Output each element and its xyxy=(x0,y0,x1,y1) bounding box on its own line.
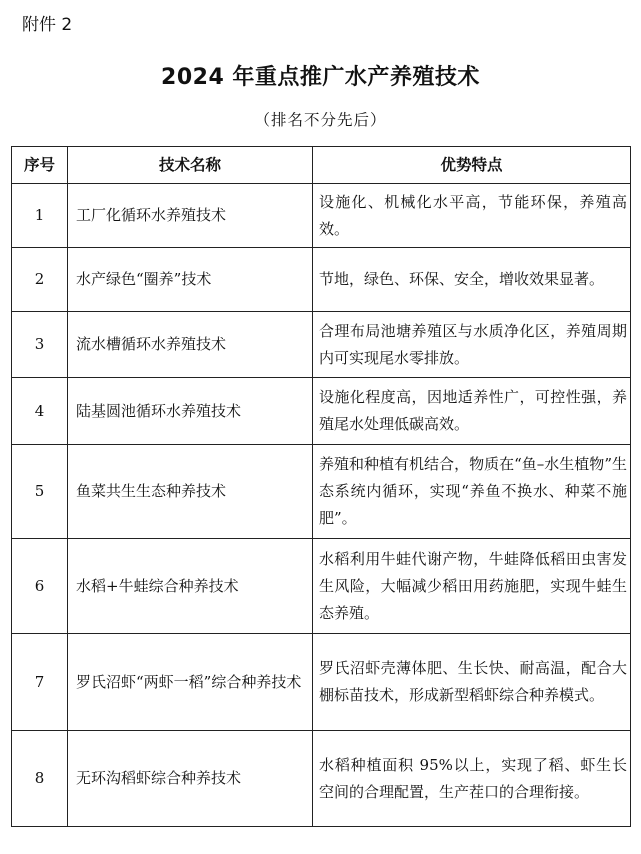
row-tech-name: 鱼菜共生生态种养技术 xyxy=(68,445,313,539)
table-row xyxy=(12,539,631,634)
header-advantages: 优势特点 xyxy=(313,147,631,184)
row-advantages: 水稻种植面积 95%以上，实现了稻、虾生长空间的合理配置，生产茬口的合理衔接。 xyxy=(313,731,631,827)
row-tech-name: 水产绿色“圈养”技术 xyxy=(68,248,313,312)
row-tech-name: 水稻+牛蛙综合种养技术 xyxy=(68,539,313,634)
row-tech-name: 工厂化循环水养殖技术 xyxy=(68,184,313,248)
row-serial: 1 xyxy=(12,184,68,248)
row-advantages: 合理布局池塘养殖区与水质净化区，养殖周期内可实现尾水零排放。 xyxy=(313,312,631,378)
row-serial: 4 xyxy=(12,378,68,445)
table-row xyxy=(12,248,631,312)
row-advantages: 设施化、机械化水平高，节能环保，养殖高效。 xyxy=(313,184,631,248)
row-serial: 3 xyxy=(12,312,68,378)
table-row xyxy=(12,312,631,378)
row-advantages: 节地，绿色、环保、安全，增收效果显著。 xyxy=(313,248,631,312)
table-row xyxy=(12,184,631,248)
row-tech-name: 陆基圆池循环水养殖技术 xyxy=(68,378,313,445)
row-tech-name: 流水槽循环水养殖技术 xyxy=(68,312,313,378)
attachment-label: 附件 2 xyxy=(22,15,73,35)
table-row xyxy=(12,445,631,539)
row-serial: 5 xyxy=(12,445,68,539)
table-row xyxy=(12,378,631,445)
row-tech-name: 罗氏沼虾“两虾一稻”综合种养技术 xyxy=(68,634,313,731)
row-advantages: 罗氏沼虾壳薄体肥、生长快、耐高温，配合大棚标苗技术，形成新型稻虾综合种养模式。 xyxy=(313,634,631,731)
row-advantages: 养殖和种植有机结合，物质在“鱼–水生植物”生态系统内循环，实现“养鱼不换水、种菜不施肥”。 xyxy=(313,445,631,539)
row-serial: 7 xyxy=(12,634,68,731)
row-advantages: 设施化程度高，因地适养性广，可控性强，养殖尾水处理低碳高效。 xyxy=(313,378,631,445)
header-serial: 序号 xyxy=(12,147,68,184)
document-subtitle: （排名不分先后） xyxy=(254,111,387,129)
header-tech-name: 技术名称 xyxy=(68,147,313,184)
row-serial: 8 xyxy=(12,731,68,827)
document-title: 2024 年重点推广水产养殖技术 xyxy=(161,65,480,90)
technology-table xyxy=(11,146,631,827)
row-advantages: 水稻利用牛蛙代谢产物，牛蛙降低稻田虫害发生风险，大幅减少稻田用药施肥，实现牛蛙生态养殖。 xyxy=(313,539,631,634)
table-row xyxy=(12,634,631,731)
row-serial: 2 xyxy=(12,248,68,312)
table-row xyxy=(12,731,631,827)
row-serial: 6 xyxy=(12,539,68,634)
table-header-row xyxy=(12,147,631,184)
row-tech-name: 无环沟稻虾综合种养技术 xyxy=(68,731,313,827)
